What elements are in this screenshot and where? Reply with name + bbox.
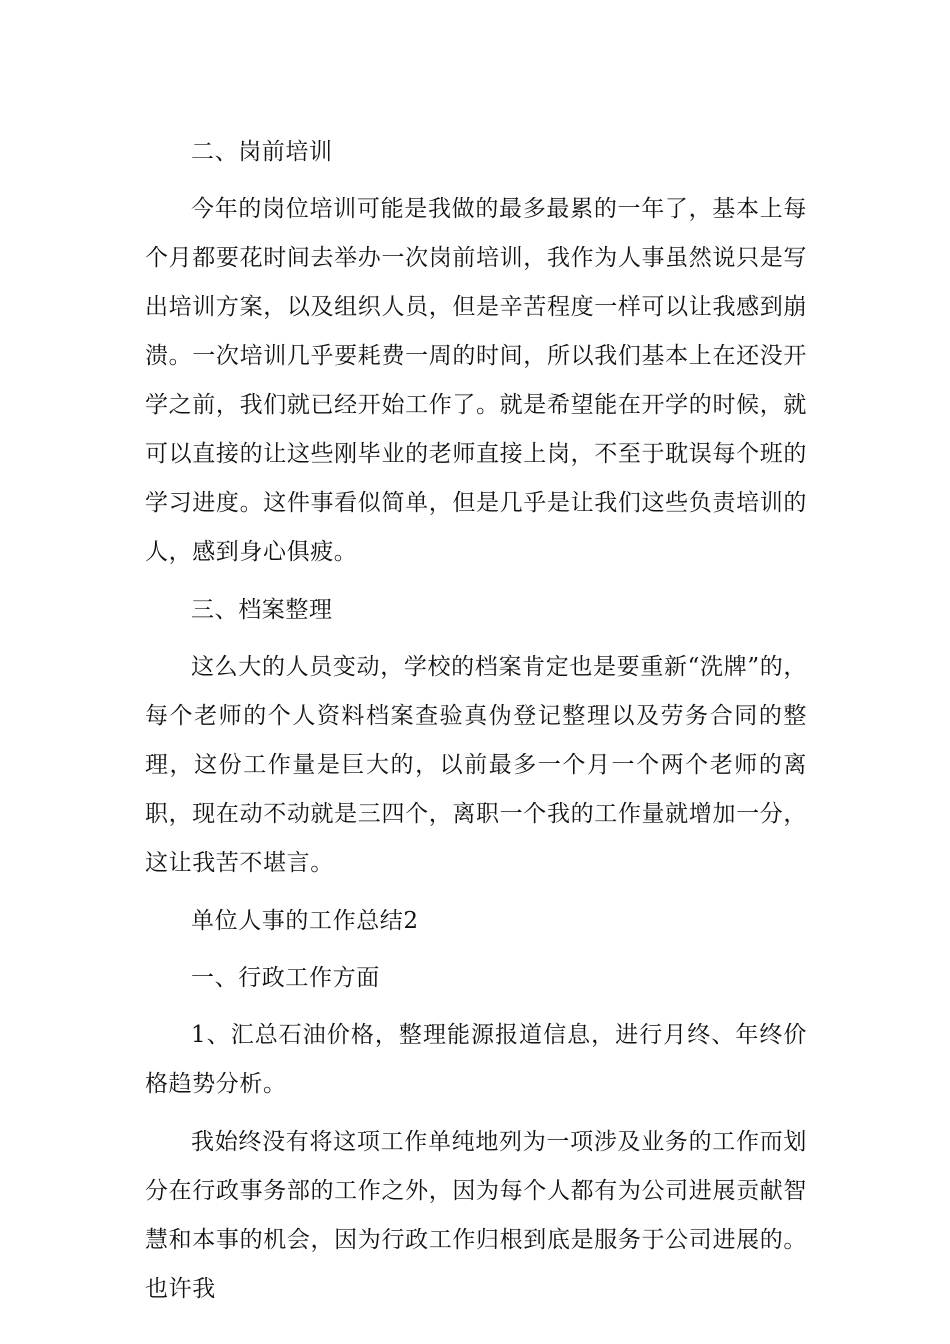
- paragraph-training: 今年的岗位培训可能是我做的最多最累的一年了，基本上每个月都要花时间去举办一次岗前培训，我作为人事虽然说只是写出培训方案，以及组织人员，但是辛苦程度一样可以让我感到崩溃。一次培训几乎要耗费一周的时间，所以我们基本上在还没开学之前，我们就已经开始工作了。就是希望能在开学的时候，就可以直接的让这些刚毕业的老师直接上岗，不至于耽误每个班的学习进度。这件事看似简单，但是几乎是让我们这些负责培训的人，感到身心俱疲。: [145, 196, 807, 565]
- section-heading-archives: 三、档案整理: [191, 597, 333, 623]
- section-heading-training: 二、岗前培训: [191, 139, 333, 165]
- document-body: [145, 128, 807, 1323]
- section-heading-admin: 一、行政工作方面: [191, 965, 380, 991]
- document-subtitle: 单位人事的工作总结2: [191, 908, 419, 934]
- paragraph-item-oil-price: 1、汇总石油价格，整理能源报道信息，进行月终、年终价格趋势分析。: [145, 1022, 807, 1097]
- paragraph-archives: 这么大的人员变动，学校的档案肯定也是要重新“洗牌”的，每个老师的个人资料档案查验真伪登记整理以及劳务合同的整理，这份工作量是巨大的，以前最多一个月一个两个老师的离职，现在动不动就是三四个，离职一个我的工作量就增加一分，这让我苦不堪言。: [145, 654, 807, 876]
- paragraph-admin-work: 我始终没有将这项工作单纯地列为一项涉及业务的工作而划分在行政事务部的工作之外，因为每个人都有为公司进展贡献智慧和本事的机会，因为行政工作归根到底是服务于公司进展的。也许我: [145, 1129, 807, 1302]
